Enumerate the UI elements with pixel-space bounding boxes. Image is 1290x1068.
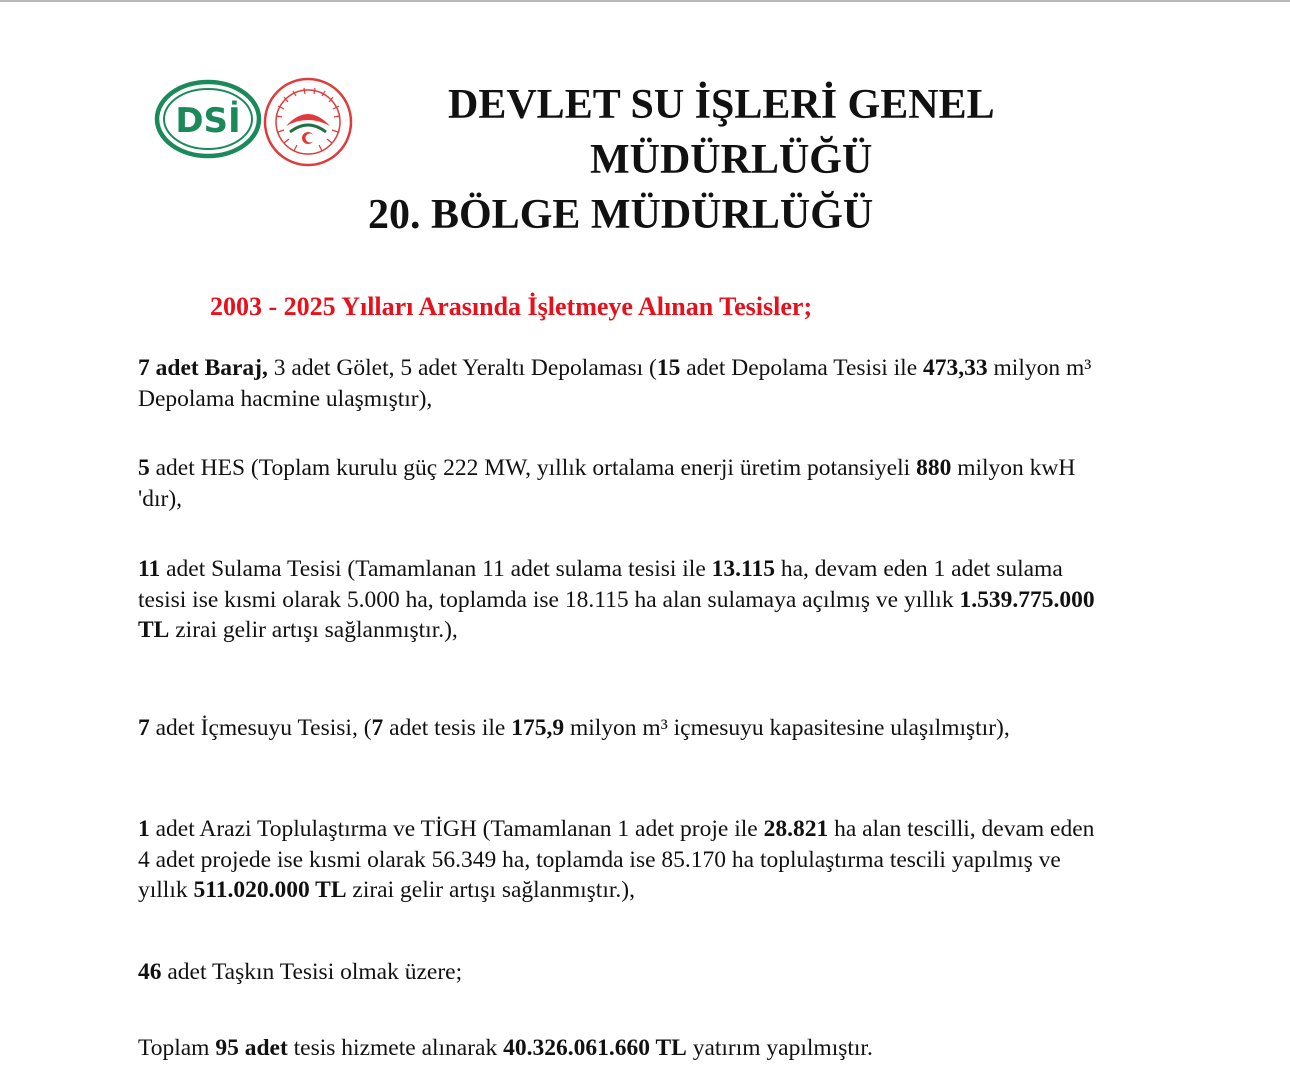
section-subtitle: 2003 - 2025 Yılları Arasında İşletmeye Alınan Tesisler;: [210, 292, 813, 321]
paragraph-storage: 7 adet Baraj, 3 adet Gölet, 5 adet Yeraltı Depolaması (15 adet Depolama Tesisi ile 473,33 milyon m³ Depolama hacmine ulaşmıştır),: [138, 355, 1092, 412]
title-line-2: MÜDÜRLÜĞÜ: [590, 137, 873, 183]
dsi-logo: [154, 79, 262, 159]
paragraph-hes: 5 adet HES (Toplam kurulu güç 222 MW, yıllık ortalama enerji üretim potansiyeli 880 milyon kwH 'dır),: [138, 455, 1076, 512]
top-divider: [0, 0, 1290, 2]
dsi-logo-text: DSİ: [175, 101, 241, 141]
paragraph-total: Toplam 95 adet tesis hizmete alınarak 40.326.061.660 TL yatırım yapılmıştır.: [138, 1035, 873, 1061]
paragraph-irrigation: 11 adet Sulama Tesisi (Tamamlanan 11 adet sulama tesisi ile 13.115 ha, devam eden 1 adet sulama tesisi ise kısmi olarak 5.000 ha, toplamda ise 18.115 ha alan sulamaya açılmış ve yıllık 1.539.775.000 TL zirai gelir artışı sağlanmıştır.),: [138, 556, 1095, 643]
title-line-1: DEVLET SU İŞLERİ GENEL: [448, 82, 995, 128]
ministry-seal-logo: [262, 76, 354, 168]
paragraph-drinking-water: 7 adet İçmesuyu Tesisi, (7 adet tesis ile 175,9 milyon m³ içmesuyu kapasitesine ulaşılmıştır),: [138, 715, 1010, 741]
paragraph-land-consolidation: 1 adet Arazi Toplulaştırma ve TİGH (Tamamlanan 1 adet proje ile 28.821 ha alan tescilli, devam eden 4 adet projede ise kısmi olarak 56.349 ha, toplamda ise 85.170 ha toplulaştırma tescili yapılmış ve yıllık 511.020.000 TL zirai gelir artışı sağlanmıştır.),: [138, 816, 1095, 903]
paragraph-flood: 46 adet Taşkın Tesisi olmak üzere;: [138, 959, 463, 985]
title-line-3: 20. BÖLGE MÜDÜRLÜĞÜ: [368, 192, 874, 238]
